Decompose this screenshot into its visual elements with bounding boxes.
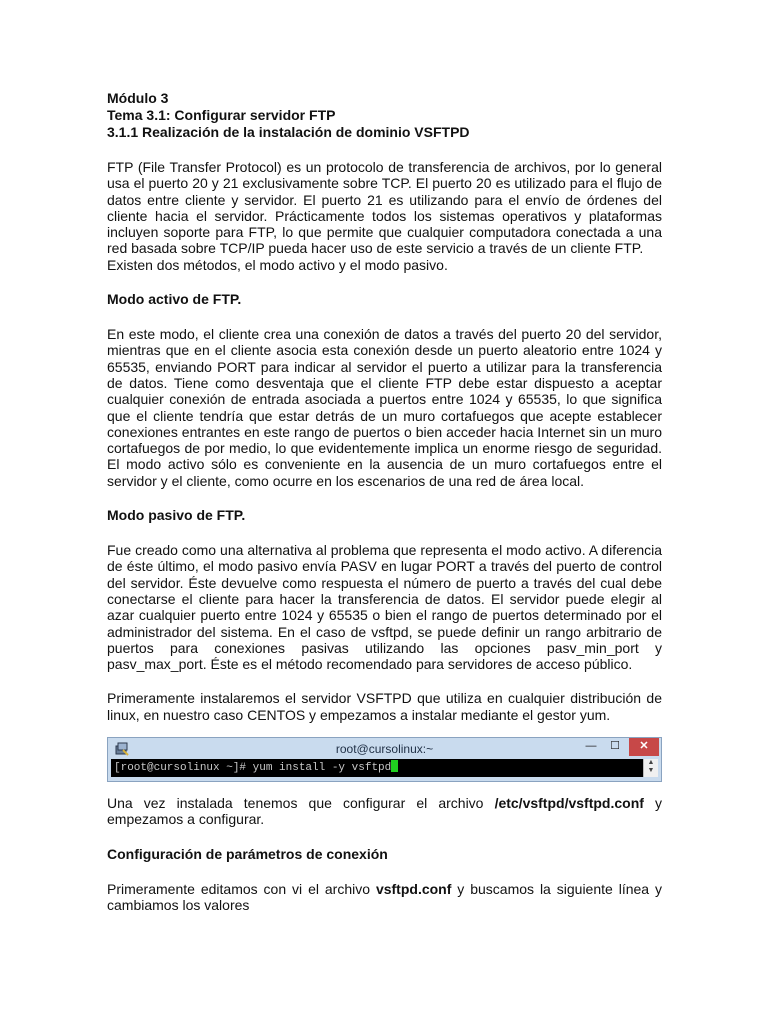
- document-content: [107, 90, 662, 913]
- active-mode-paragraph: En este modo, el cliente crea una conexión de datos a través del puerto 20 del servidor, mientras que en el cliente asocia esta conexión desde un puerto aleatorio entre 1024 y 65535, enviando PORT para indicar al servidor el puerto a utilizar para la transferencia de datos. Tiene como desventaja que el cliente FTP debe estar dispuesto a aceptar cualquier conexión de entrada asociada a puertos entre 1024 y 65535, lo que significa que el cliente tendría que estar detrás de un muro cortafuegos que acepte establecer conexiones entrantes en este rango de puertos o bien acceder hacia Internet sin un muro cortafuegos de por medio, lo que evidentemente implica un enorme riesgo de seguridad. El modo activo sólo es conveniente en la ausencia de un muro cortafuegos entre el servidor y el cliente, como ocurre en los escenarios de una red de área local.: [107, 326, 662, 489]
- scroll-up-icon[interactable]: ▲: [647, 759, 655, 767]
- config-file-text-pre: Una vez instalada tenemos que configurar el archivo: [107, 795, 495, 812]
- maximize-button[interactable]: ☐: [610, 740, 620, 753]
- methods-paragraph: Existen dos métodos, el modo activo y el modo pasivo.: [107, 256, 448, 273]
- close-button[interactable]: ✕: [629, 738, 659, 756]
- config-file-path: /etc/vsftpd/vsftpd.conf: [494, 795, 644, 812]
- config-file-paragraph: [107, 795, 662, 828]
- terminal-window: [107, 737, 662, 782]
- subtopic-heading: 3.1.1 Realización de la instalación de dominio VSFTPD: [107, 124, 470, 140]
- terminal-scrollbar[interactable]: [643, 759, 658, 777]
- intro-paragraph: FTP (File Transfer Protocol) es un protocolo de transferencia de archivos, por lo general usa el puerto 20 y 21 exclusivamente sobre TCP. El puerto 20 es utilizado para el flujo de datos entre cliente y servidor. El puerto 21 es utilizando para el envío de órdenes del cliente hacia el servidor. Prácticamente todos los sistemas operativos y plataformas incluyen soporte para FTP, lo que permite que cualquier computadora conectada a una red basada sobre TCP/IP pueda hacer uso de este servicio a través de un cliente FTP.: [107, 159, 662, 257]
- edit-file-name: vsftpd.conf: [375, 880, 452, 897]
- edit-file-text-pre: Primeramente editamos con vi el archivo: [107, 880, 376, 897]
- topic-heading: Tema 3.1: Configurar servidor FTP: [107, 107, 336, 123]
- terminal-title: root@cursolinux:~: [335, 742, 434, 757]
- scroll-down-icon[interactable]: ▼: [647, 767, 655, 775]
- terminal-command: [root@cursolinux ~]# yum install -y vsftpd: [114, 762, 392, 775]
- module-heading: Módulo 3: [107, 90, 169, 106]
- terminal-console[interactable]: [111, 759, 643, 777]
- minimize-button[interactable]: —: [585, 740, 597, 753]
- edit-file-paragraph: [107, 881, 662, 914]
- active-mode-heading: Modo activo de FTP.: [107, 291, 242, 308]
- passive-mode-paragraph: Fue creado como una alternativa al problema que representa el modo activo. A diferencia de éste último, el modo pasivo envía PASV en lugar PORT a través del puerto de control del servidor. Éste devuelve como respuesta el número de puerto a través del cual debe conectarse el cliente para hacer la transferencia de datos. El servidor puede elegir al azar cualquier puerto entre 1024 y 65535 o bien el rango de puertos determinado por el administrador del sistema. En el caso de vsftpd, se puede definir un rango arbitrario de puertos para conexiones pasivas utilizando las opciones pasv_min_port y pasv_max_port. Éste es el método recomendado para servidores de acceso público.: [107, 542, 662, 673]
- install-paragraph: Primeramente instalaremos el servidor VSFTPD que utiliza en cualquier distribución de linux, en nuestro caso CENTOS y empezamos a instalar mediante el gestor yum.: [107, 690, 662, 723]
- edit-file-text-post: y buscamos la siguiente línea y cambiamos los valores: [107, 880, 662, 913]
- passive-mode-heading: Modo pasivo de FTP.: [107, 507, 246, 524]
- terminal-titlebar: [108, 738, 661, 760]
- terminal-cursor: [391, 760, 398, 772]
- config-file-text-post: y empezamos a configurar.: [107, 795, 663, 828]
- connection-config-heading: Configuración de parámetros de conexión: [107, 845, 388, 862]
